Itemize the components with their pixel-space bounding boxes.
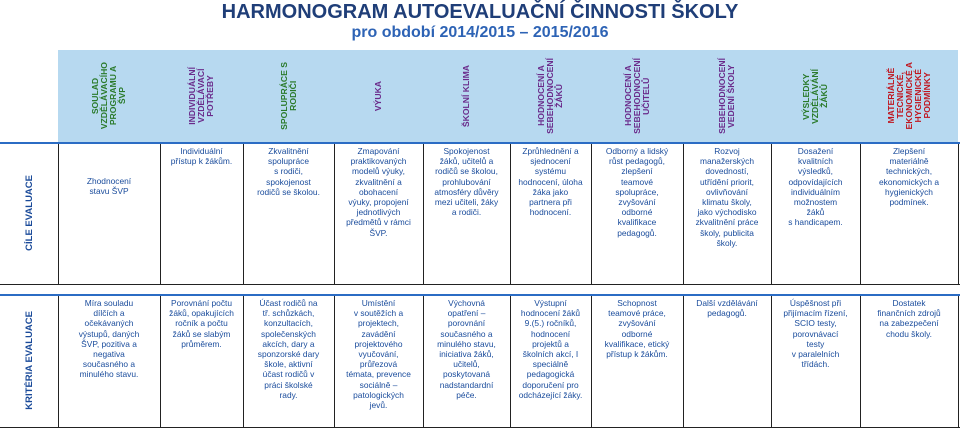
header-column-label [243,52,334,140]
column-divider [58,142,59,284]
table-cell: Úspěšnost při přijímacím řízení, SCIO testy, porovnávací testy v paralelních třídách. [783,298,848,370]
header-column-text: VÝSLEDKY VZDĚLÁVÁNÍ ŽÁKŮ [801,68,829,124]
table-cell: Další vzdělávání pedagogů. [696,298,758,319]
table-cell: Zmapování praktikovaných modelů výuky, zkvalitnění a obohacení výuky, propojení jednotlivých předmětů v rámci ŠVP. [346,146,411,238]
row-top-rule [0,294,960,296]
header-column-label [423,52,510,140]
header-column-text: MATERIÁLNĚ TECNICKÉ, EKONOMICKÉ A HYGIENICKÉ PODMÍNKY [885,62,932,130]
header-column-text: HODNOCENÍ A SEBEHODNOCENÍ UČITELŮ [622,58,651,134]
row-bottom-rule [0,284,960,285]
column-divider [510,294,511,427]
column-divider [510,142,511,284]
column-divider [160,142,161,284]
table-cell: Výchovná opatření – porovnání současného a minulého stavu, iniciativa žáků, učitelů, poskytovaná nadstandardní péče. [437,298,496,400]
header-column-text: SPOLUPRÁCE S RODIČI [278,62,298,130]
table-cell: Zhodnocení stavu ŠVP [86,176,132,197]
table-cell: Porovnání počtu žáků, opakujících ročník a počtu žáků se slabým průměrem. [169,298,234,349]
table-cell: Účast rodičů na tř. schůzkách, konzultacích, společenských akcích, dary a sponzorské dary škole, aktivní účast rodičů v práci školské rady. [257,298,320,400]
header-column-label [510,52,591,140]
header-column-label [860,52,958,140]
column-divider [958,294,959,427]
header-column-text: ŠKOLNÍ KLIMA [461,64,471,128]
page-subtitle: pro období 2014/2015 – 2015/2016 [351,24,609,41]
header-column-text: INDIVIDUÁLNÍ VZDĚLÁVACÍ POTŘEBY [187,67,215,125]
header-column-label [160,52,243,140]
column-divider [58,294,59,427]
row-top-rule [0,142,960,144]
header-column-label [591,52,683,140]
table-cell: Zkvalitnění spolupráce s rodiči, spokojenost rodičů se školou. [257,146,320,197]
row-label-band [0,142,58,284]
table-cell: Schopnost teamové práce, zvyšování odborné kvalifikace, etický přístup k žákům. [604,298,670,360]
table-cell: Výstupní hodnocení žáků 9.(5.) ročníků, hodnocení projektů a školních akcí, I speciálně pedagogická doporučení pro odcházející žáky. [518,298,583,400]
column-divider [591,294,592,427]
column-divider [860,294,861,427]
table-cell: Dosažení kvalitních výsledků, odpovídajících individuálním možnostem žáků s handicapem. [788,146,843,228]
table-cell: Odborný a lidský růst pedagogů, zlepšení teamové spolupráce, zvyšování odborné kvalifikace pedagogů. [605,146,669,238]
table-cell: Dostatek finančních zdrojů na zabezpečení chodu školy. [877,298,941,339]
row-label-band [0,294,58,427]
column-divider [243,142,244,284]
row-label: KRITÉRIA EVALUACE [23,311,35,410]
column-divider [243,294,244,427]
header-column-label [771,52,860,140]
table-cell: Zlepšení materiálně technických, ekonomických a hygienických podmínek. [878,146,940,208]
table-cell: Umístění v soutěžích a projektech, zavádění projektového vyučování, průřezová témata, prevence sociálně – patologických jevů. [346,298,411,411]
table-cell: Míra souladu dílčích a očekávaných výstupů, daných ŠVP, pozitiva a negativa současného a minulého stavu. [78,298,140,380]
header-column-label [334,52,423,140]
column-divider [334,294,335,427]
column-divider [683,142,684,284]
table-cell: Spokojenost žáků, učitelů a rodičů se školou, prohlubování atmosféry důvěry mezi učiteli, žáky a rodiči. [434,146,499,218]
header-column-label [683,52,771,140]
row-label: CÍLE EVALUACE [23,175,35,251]
column-divider [423,142,424,284]
table-cell: Individuální přístup k žákům. [170,146,233,167]
row-bottom-rule [0,427,960,428]
header-column-text: SEBEHODNOCENÍ VEDENÍ ŠKOLY [717,58,736,134]
table-cell: Zprůhlednění a sjednocení systému hodnocení, úloha žáka jako partnera při hodnocení. [518,146,583,218]
column-divider [860,142,861,284]
column-divider [683,294,684,427]
header-column-text: SOULAD VZDĚLÁVACÍHO PROGRAMU A ŠVP [90,62,127,130]
column-divider [771,142,772,284]
table-cell: Rozvoj manažerských dovedností, utřídění priorit, ovlivňování klimatu školy, jako východisko zkvalitnění práce školy, publicita školy. [695,146,759,248]
column-divider [591,142,592,284]
column-divider [160,294,161,427]
page-title: HARMONOGRAM AUTOEVALUAČNÍ ČINNOSTI ŠKOLY [221,1,739,23]
column-divider [334,142,335,284]
header-column-text: VÝUKA [373,80,383,112]
column-divider [771,294,772,427]
column-divider [423,294,424,427]
header-column-label [58,52,160,140]
header-column-text: HODNOCENÍ A SEBEHODNOCENÍ ŽÁKŮ [536,58,564,134]
column-divider [958,142,959,284]
